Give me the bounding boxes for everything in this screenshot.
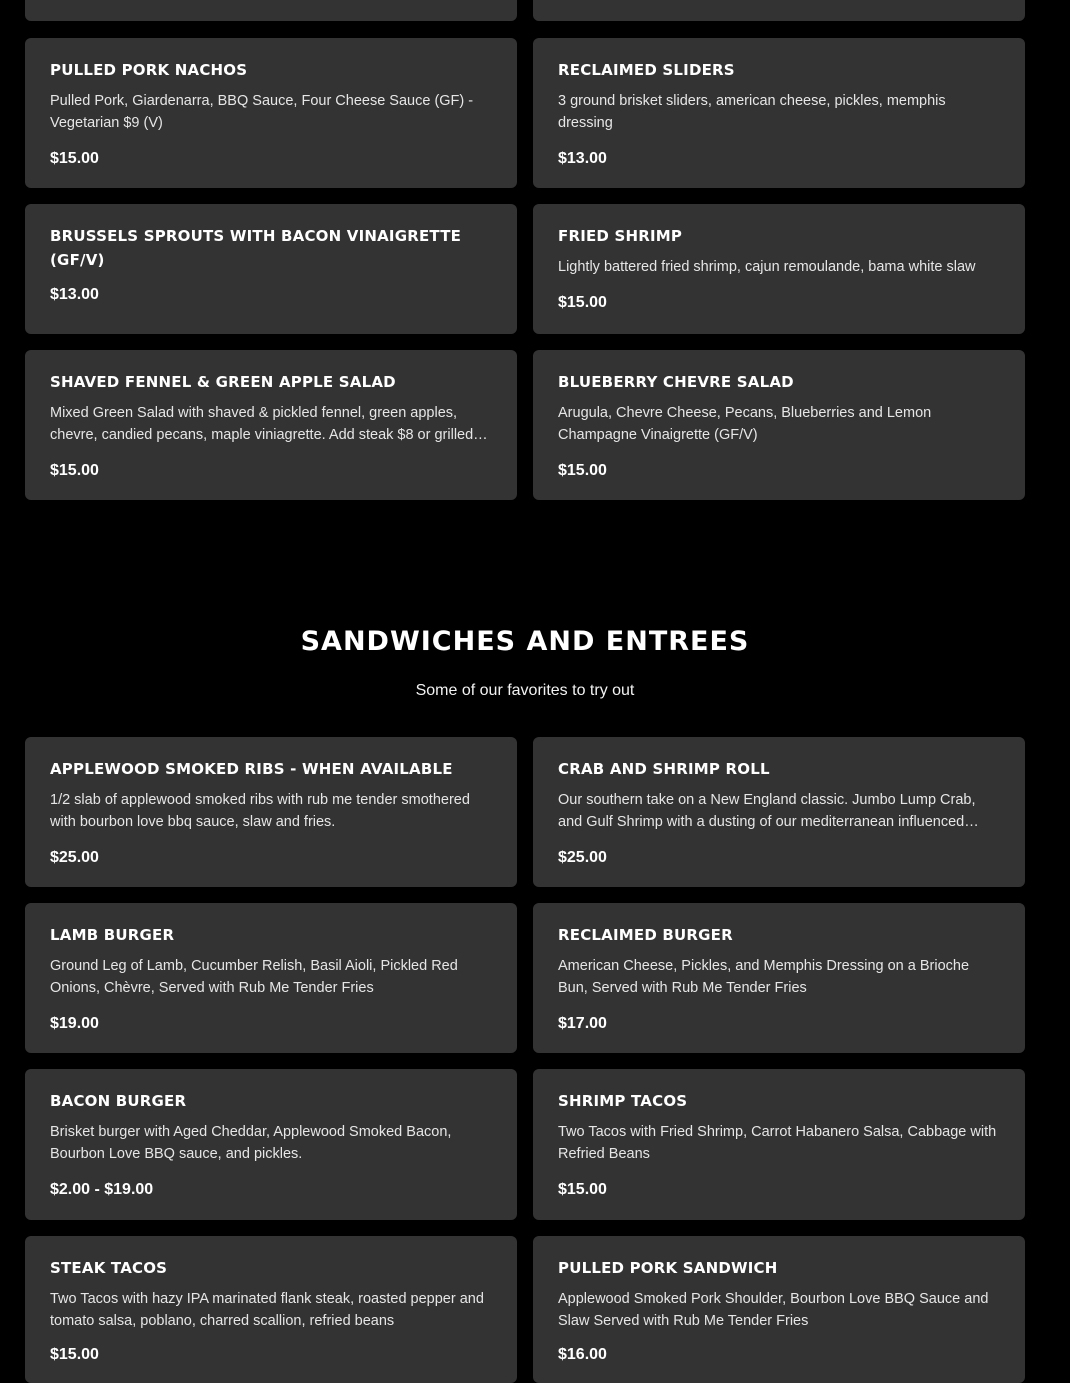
menu-item-card[interactable] (533, 1069, 1025, 1220)
item-description: Two Tacos with Fried Shrimp, Carrot Habanero Salsa, Cabbage with Refried Beans (558, 1124, 997, 1162)
menu-item-card[interactable] (533, 737, 1025, 887)
item-price: $15.00 (558, 462, 607, 479)
menu-item-card[interactable] (533, 350, 1025, 500)
item-name: RECLAIMED SLIDERS (558, 61, 735, 79)
item-name: BACON BURGER (50, 1092, 187, 1110)
item-description: Mixed Green Salad with shaved & pickled fennel, green apples, chevre, candied pecans, maple viniagrette. Add steak $8 or grilled… (50, 405, 488, 443)
menu-item-card[interactable] (25, 737, 517, 887)
item-description: Pulled Pork, Giardenarra, BBQ Sauce, Four Cheese Sauce (GF) - Vegetarian $9 (V) (50, 93, 474, 131)
item-description: Our southern take on a New England classic. Jumbo Lump Crab, and Gulf Shrimp with a dusting of our mediterranean influenced… (558, 792, 979, 830)
item-price: $17.00 (558, 1015, 607, 1032)
item-name: CRAB AND SHRIMP ROLL (558, 760, 770, 778)
menu-item-card[interactable] (25, 1069, 517, 1220)
item-price: $15.00 (50, 1346, 99, 1363)
menu-item-card[interactable] (533, 38, 1025, 188)
item-description: Ground Leg of Lamb, Cucumber Relish, Basil Aioli, Pickled Red Onions, Chèvre, Served with Rub Me Tender Fries (50, 958, 458, 996)
menu-item-card[interactable] (533, 903, 1025, 1053)
item-price: $13.00 (50, 286, 99, 303)
item-price: $19.00 (50, 1015, 99, 1032)
menu-item-card[interactable] (533, 204, 1025, 334)
item-price: $15.00 (50, 462, 99, 479)
sandwiches-grid (25, 737, 1025, 1383)
item-description: Brisket burger with Aged Cheddar, Applewood Smoked Bacon, Bourbon Love BBQ sauce, and pickles. (50, 1124, 452, 1162)
menu-item-card-partial[interactable] (533, 0, 1025, 21)
menu-item-card-partial[interactable] (25, 0, 517, 21)
item-description: 3 ground brisket sliders, american cheese, pickles, memphis dressing (558, 93, 946, 131)
item-price: $16.00 (558, 1346, 607, 1363)
item-name: BLUEBERRY CHEVRE SALAD (558, 373, 794, 391)
item-price: $15.00 (558, 1181, 607, 1198)
menu-item-card[interactable] (533, 1236, 1025, 1383)
menu-item-card[interactable] (25, 38, 517, 188)
item-name: SHRIMP TACOS (558, 1092, 688, 1110)
menu-item-card[interactable] (25, 350, 517, 500)
item-price: $25.00 (558, 849, 607, 866)
item-price: $13.00 (558, 150, 607, 167)
item-description: Two Tacos with hazy IPA marinated flank steak, roasted pepper and tomato salsa, poblano, charred scallion, refried beans (50, 1291, 484, 1329)
item-price: $15.00 (558, 294, 607, 311)
item-description: Applewood Smoked Pork Shoulder, Bourbon Love BBQ Sauce and Slaw Served with Rub Me Tender Fries (558, 1291, 989, 1329)
menu-item-card[interactable] (25, 903, 517, 1053)
item-name: LAMB BURGER (50, 926, 175, 944)
item-price: $25.00 (50, 849, 99, 866)
menu-item-card[interactable] (25, 1236, 517, 1383)
item-price: $15.00 (50, 150, 99, 167)
section-subtitle: Some of our favorites to try out (415, 682, 635, 699)
item-price: $2.00 - $19.00 (50, 1181, 154, 1198)
item-name: APPLEWOOD SMOKED RIBS - WHEN AVAILABLE (50, 760, 453, 778)
item-description: American Cheese, Pickles, and Memphis Dressing on a Brioche Bun, Served with Rub Me Tender Fries (558, 958, 970, 996)
menu-items-grid (25, 38, 1025, 500)
item-name: RECLAIMED BURGER (558, 926, 733, 944)
item-name: STEAK TACOS (50, 1259, 168, 1277)
item-name: SHAVED FENNEL & GREEN APPLE SALAD (50, 373, 396, 391)
item-name: PULLED PORK NACHOS (50, 61, 248, 79)
item-name: FRIED SHRIMP (558, 227, 683, 245)
item-description: Arugula, Chevre Cheese, Pecans, Blueberries and Lemon Champagne Vinaigrette (GF/V) (558, 405, 932, 443)
menu-item-card[interactable] (25, 204, 517, 334)
item-name: PULLED PORK SANDWICH (558, 1259, 778, 1277)
item-description: 1/2 slab of applewood smoked ribs with rub me tender smothered with bourbon love bbq sauce, slaw and fries. (50, 792, 470, 830)
item-name: BRUSSELS SPROUTS WITH BACON VINAIGRETTE (GF/V) (50, 227, 462, 269)
item-description: Lightly battered fried shrimp, cajun remoulande, bama white slaw (558, 259, 976, 275)
section-title: SANDWICHES AND ENTREES (300, 626, 750, 657)
